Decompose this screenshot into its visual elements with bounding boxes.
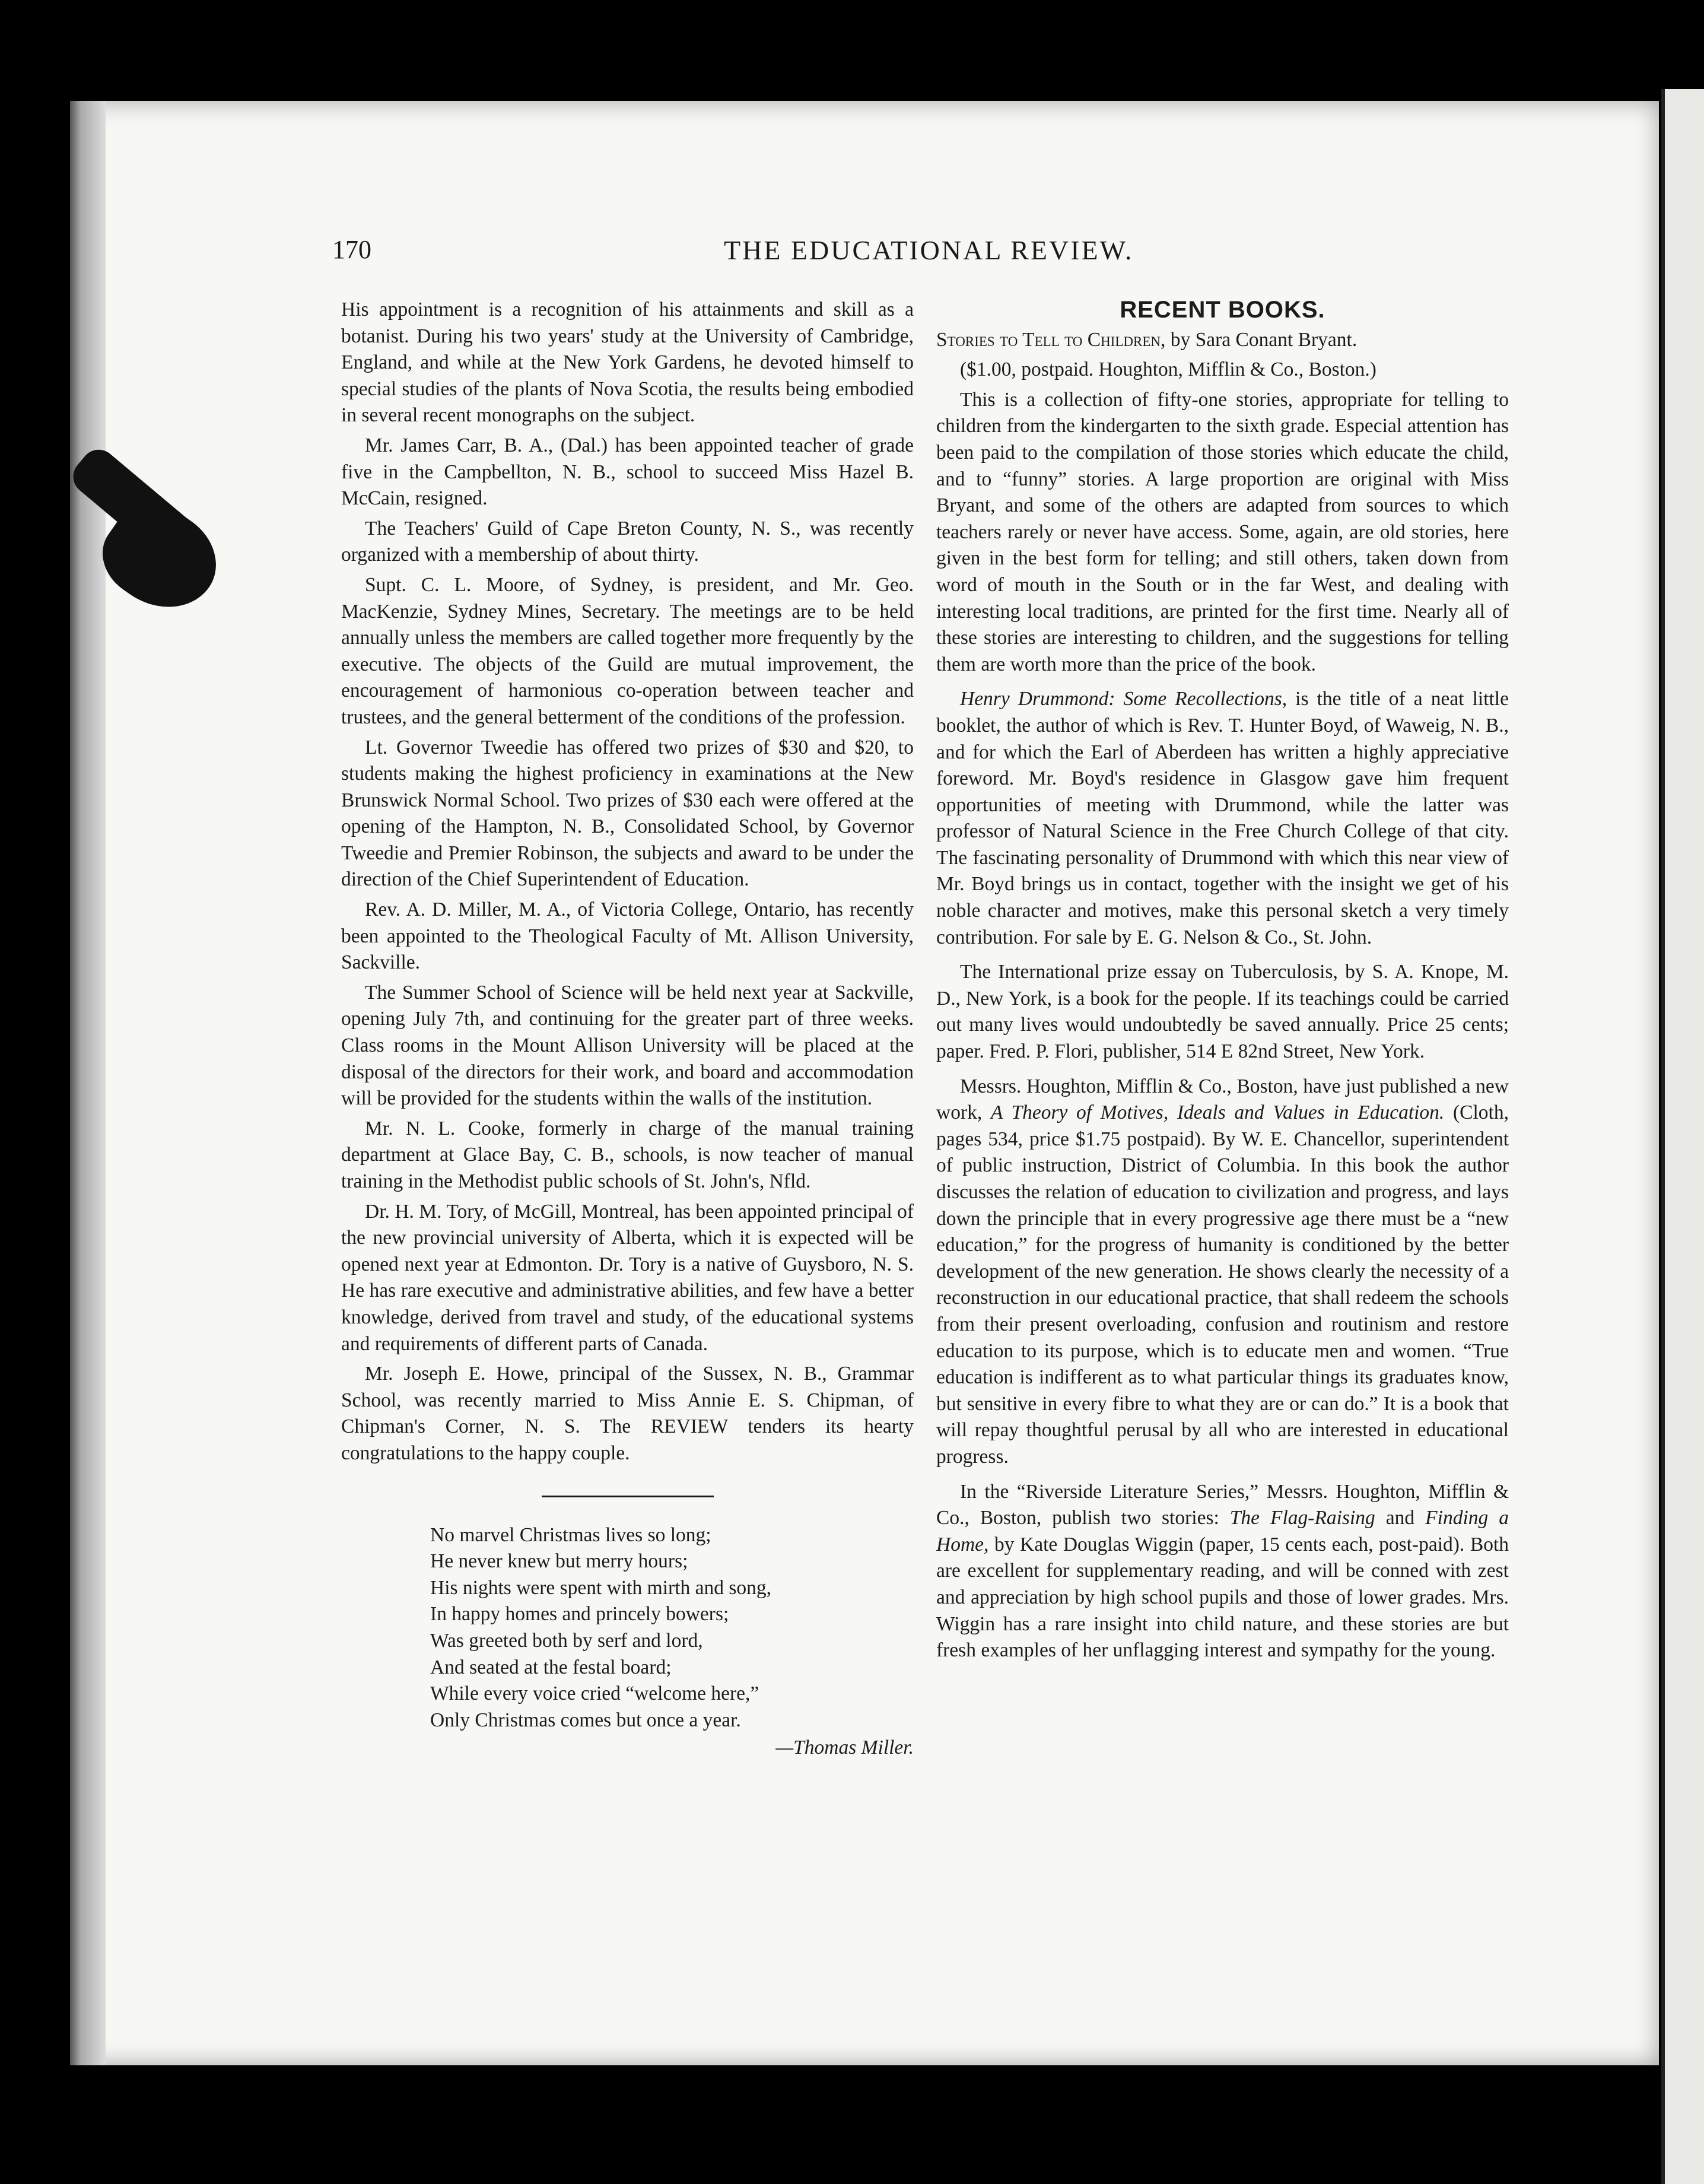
book-entry <box>936 327 1509 354</box>
conjunction: and <box>1375 1507 1426 1529</box>
paragraph: The Teachers' Guild of Cape Breton County, N. S., was recently organized with a membership of about thirty. <box>341 517 914 566</box>
book-price: ($1.00, postpaid. Houghton, Mifflin & Co., Boston.) <box>960 358 1376 381</box>
section-divider <box>542 1496 714 1497</box>
book-review: This is a collection of fifty-one stories, appropriate for telling to children from the kindergarten to the sixth grade. Especial attention has been paid to the compilation of those stories which educate the child, and to “funny” stories. A large proportion are original with Miss Bryant, and some of the others are adapted from sources to which teachers rarely or never have access. Some, again, are old stories, here given in the best form for telling; and still others, taken down from word of mouth in the South or in the far West, and dealing with interesting local traditions, are printed for the first time. Nearly all of these stories are interesting to children, and the suggestions for telling them are worth more than the price of the book. <box>936 388 1509 675</box>
binding-edge <box>70 101 106 2065</box>
book-title: A Theory of Motives, Ideals and Values in Education. <box>990 1101 1445 1124</box>
book-review: is the title of a neat little booklet, the author of which is Rev. T. Hunter Boyd, of Waweig, N. B., and for which the Earl of Aberdeen has written a highly appreciative foreword. Mr. Boyd's residence in Glasgow gave him frequent opportunities of meeting with Drummond, while the latter was professor of Natural Science in the Free Church College of that city. The fascinating personality of Drummond with which this near view of Mr. Boyd brings us in contact, together with the insight we get of his noble character and motives, make this personal sketch a very timely contribution. For sale by E. G. Nelson & Co., St. John. <box>936 688 1509 948</box>
paragraph: Lt. Governor Tweedie has offered two prizes of $30 and $20, to students making the highest proficiency in examinations at the New Brunswick Normal School. Two prizes of $30 each were offered at the opening of the Hampton, N. B., Consolidated School, by Governor Tweedie and Premier Robinson, the subjects and award to be under the direction of the Chief Superintendent of Education. <box>341 736 914 891</box>
book-entry <box>936 686 1509 951</box>
poem <box>430 1522 914 1761</box>
right-column <box>936 297 1509 1668</box>
paragraph: Mr. N. L. Cooke, formerly in charge of the manual training department at Glace Bay, C. B., schools, is now teacher of manual training in the Methodist public schools of St. John's, Nfld. <box>341 1117 914 1192</box>
book-intro: In the “Riverside Literature Series,” Messrs. Houghton, Mifflin & Co., Boston, publish two stories: <box>936 1480 1509 1529</box>
poem-author: —Thomas Miller. <box>775 1737 914 1759</box>
next-page-edge <box>1661 89 1704 2184</box>
section-title: RECENT BOOKS. <box>1120 297 1325 323</box>
poem-line: While every voice cried “welcome here,” <box>430 1683 759 1705</box>
book-review: The International prize essay on Tuberculosis, by S. A. Knope, M. D., New York, is a book for the people. If its teachings could be carried out many lives would undoubtedly be saved annually. Price 25 cents; paper. Fred. P. Flori, publisher, 514 E 82nd Street, New York. <box>936 961 1509 1063</box>
book-intro: Messrs. Houghton, Mifflin & Co., Boston, have just published a new work, <box>936 1075 1509 1124</box>
running-header <box>332 234 1175 276</box>
poem-line: Was greeted both by serf and lord, <box>430 1629 703 1652</box>
book-title: The Flag-Raising <box>1229 1507 1375 1529</box>
book-byline: by Sara Conant Bryant. <box>1165 328 1358 351</box>
poem-line: His nights were spent with mirth and song, <box>430 1576 772 1599</box>
book-review: by Kate Douglas Wiggin (paper, 15 cents each, post-paid). Both are excellent for supplementary reading, and will be conned with zest and appreciation by high school pupils and those of lower grades. Mrs. Wiggin has a rare insight into child nature, and these stories are but fresh examples of her unflagging interest and sympathy for the young. <box>936 1533 1509 1662</box>
left-column <box>341 297 914 1761</box>
paragraph: Dr. H. M. Tory, of McGill, Montreal, has been appointed principal of the new provincial university of Alberta, which it is expected will be opened next year at Edmonton. Dr. Tory is a native of Guysboro, N. S. He has rare executive and administrative abilities, and few have a better knowledge, derived from travel and study, of the educational systems and requirements of different parts of Canada. <box>341 1200 914 1355</box>
poem-line: He never knew but merry hours; <box>430 1550 688 1573</box>
poem-line: In happy homes and princely bowers; <box>430 1603 729 1626</box>
journal-title: THE EDUCATIONAL REVIEW. <box>724 235 1134 265</box>
book-title: Stories to Tell to Children, <box>936 328 1166 351</box>
book-entry <box>936 1074 1509 1471</box>
paragraph: His appointment is a recognition of his attainments and skill as a botanist. During his two years' study at the University of Cambridge, England, and while at the New York Gardens, he devoted himself to special studies of the plants of Nova Scotia, the results being embodied in several recent monographs on the subject. <box>341 299 914 427</box>
paragraph: Mr. Joseph E. Howe, principal of the Sussex, N. B., Grammar School, was recently married to Miss Annie E. S. Chipman, of Chipman's Corner, N. S. The REVIEW tenders its hearty congratulations to the happy couple. <box>341 1363 914 1464</box>
poem-line: And seated at the festal board; <box>430 1656 672 1678</box>
paragraph: Supt. C. L. Moore, of Sydney, is president, and Mr. Geo. MacKenzie, Sydney Mines, Secretary. The meetings are to be held annually unless the members are called together more frequently by the executive. The objects of the Guild are mutual improvement, the encouragement of harmonious co-operation between teacher and trustees, and the general betterment of the conditions of the profession. <box>341 573 914 728</box>
book-entry <box>936 1479 1509 1664</box>
book-review: (Cloth, pages 534, price $1.75 postpaid). By W. E. Chancellor, superintendent of public instruction, District of Columbia. In this book the author discusses the relation of education to civilization and progress, and lays down the principle that in every progressive age there must be a “new education,” for the progress of humanity is conditioned by the better development of the new generation. He shows clearly the necessity of a reconstruction in our educational practice, that shall redeem the schools from their present overloading, confusion and routinism and restore education to its purpose, which is to educate men and women. “True education is indifferent as to what particular things its graduates know, but sensitive in every fibre to what they are or can do.” It is a book that will repay thoughtful perusal by all who are interested in educational progress. <box>936 1101 1509 1468</box>
book-title: Henry Drummond: Some Recollections, <box>960 688 1287 710</box>
page-number: 170 <box>332 235 371 264</box>
paragraph: The Summer School of Science will be held next year at Sackville, opening July 7th, and continuing for the greater part of three weeks. Class rooms in the Mount Allison University will be placed at the disposal of the directors for their work, and board and accommodation will be provided for the students within the walls of the institution. <box>341 981 914 1110</box>
poem-line: No marvel Christmas lives so long; <box>430 1523 711 1546</box>
poem-line: Only Christmas comes but once a year. <box>430 1709 741 1731</box>
book-title: Finding a Home, <box>936 1507 1509 1556</box>
paragraph: Mr. James Carr, B. A., (Dal.) has been appointed teacher of grade five in the Campbellton, N. B., school to succeed Miss Hazel B. McCain, resigned. <box>341 434 914 510</box>
paragraph: Rev. A. D. Miller, M. A., of Victoria College, Ontario, has recently been appointed to the Theological Faculty of Mt. Allison University, Sackville. <box>341 899 914 974</box>
